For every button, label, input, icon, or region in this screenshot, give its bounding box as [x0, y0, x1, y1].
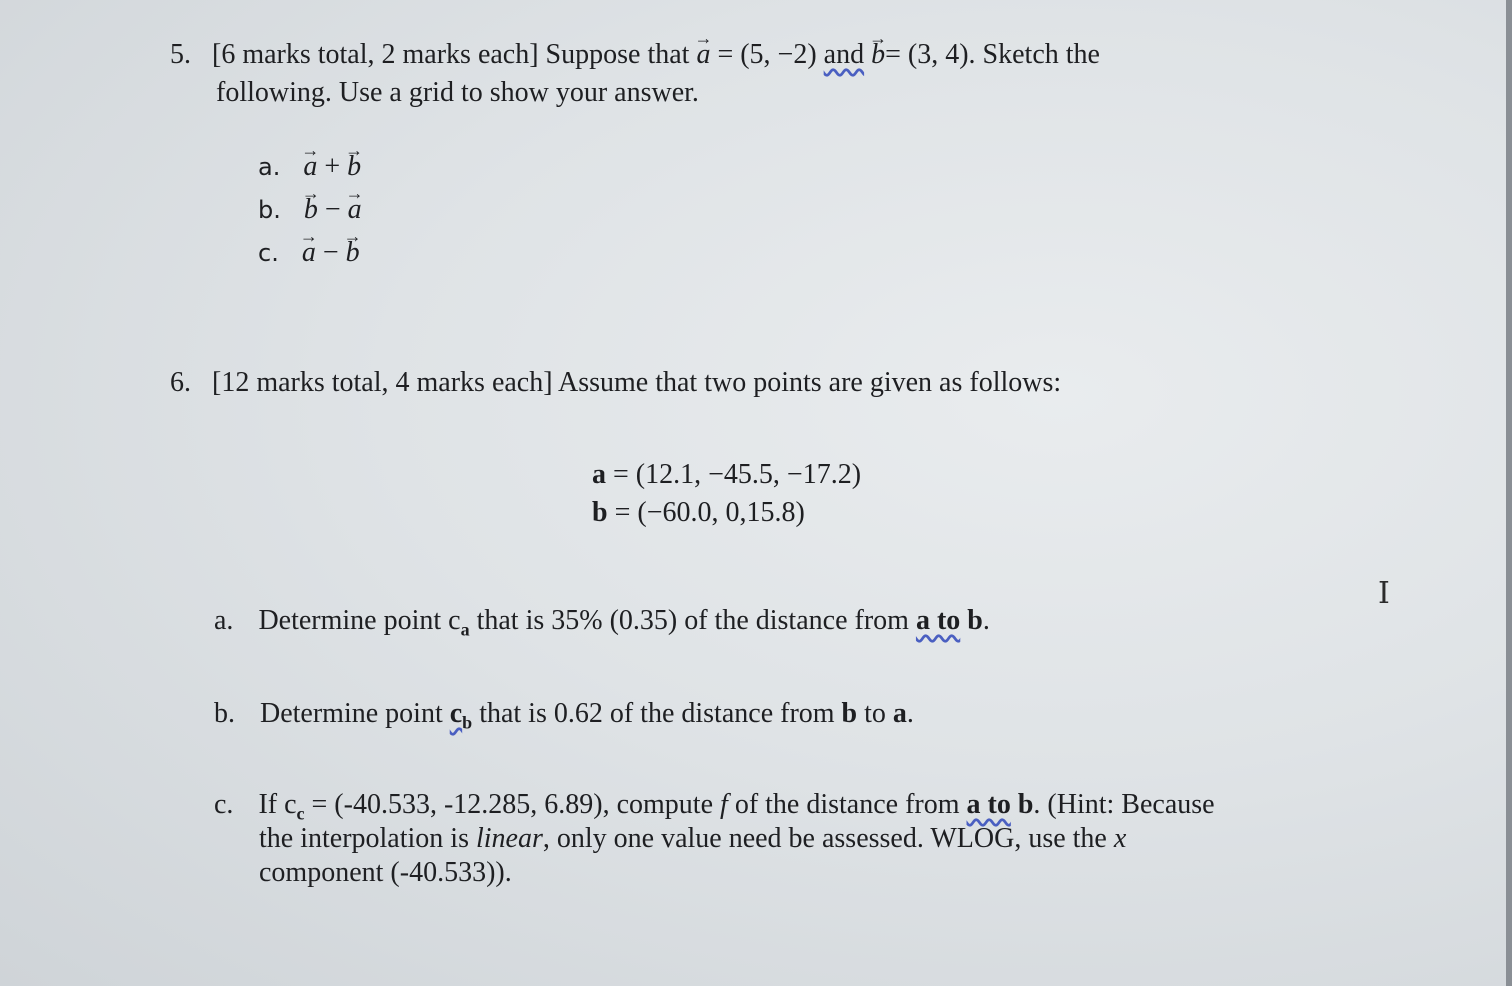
- q6-part-b-squig: c: [449, 698, 463, 729]
- q5-vector-b-value: = (3, 4). Sketch the: [885, 39, 1100, 70]
- q6-part-b-to: to: [857, 698, 893, 729]
- q5-and-word: and: [823, 39, 865, 70]
- q6-part-c-post: of the distance from: [727, 789, 967, 820]
- q6-part-b-b: b: [841, 698, 858, 729]
- q6-part-c-squig: a to: [966, 789, 1011, 820]
- q6-part-c-linear: linear: [475, 823, 543, 854]
- q5-part-c-v2: → b: [346, 236, 360, 270]
- q5-part-c: [258, 236, 360, 270]
- q6-part-a-b: b: [960, 605, 983, 636]
- q5-part-a-op: +: [324, 151, 341, 182]
- q6-point-b-name: b: [592, 497, 608, 528]
- text-cursor-icon: I: [1378, 576, 1390, 611]
- q5-part-a-v1: → a: [303, 150, 317, 184]
- q6-part-a-pre: Determine point c: [258, 605, 461, 636]
- q5-line1: [170, 38, 1100, 72]
- q6-part-a-mid: that is 35% (0.35) of the distance from: [469, 605, 916, 636]
- q6-part-c-sub: c: [296, 803, 305, 824]
- q6-part-a-end: .: [982, 605, 990, 636]
- q6-point-a-name: a: [592, 459, 606, 490]
- q6-part-b-end: .: [906, 698, 914, 729]
- q6-part-c-line2: [259, 822, 1126, 856]
- screen-edge: [1506, 0, 1512, 986]
- q5-line2: following. Use a grid to show your answer.: [216, 77, 699, 108]
- q6-number: 6.: [170, 367, 191, 398]
- q5-vector-a: → a: [696, 38, 710, 72]
- q6-part-c-b: b: [1010, 789, 1034, 820]
- q6-part-b-a: a: [892, 698, 907, 729]
- q6-part-b-pre: Determine point: [260, 698, 450, 729]
- q6-point-a-value: = (12.1, −45.5, −17.2): [606, 459, 862, 490]
- q6-part-b-sub: b: [462, 712, 473, 733]
- q6-part-b-label: b.: [214, 698, 235, 729]
- q6-part-c-end: . (Hint: Because: [1033, 789, 1215, 820]
- q6-part-b-mid: that is 0.62 of the distance from: [472, 698, 842, 729]
- q5-part-c-label: c.: [258, 239, 279, 267]
- q5-number: 5.: [170, 39, 191, 70]
- q6-point-b: [592, 496, 805, 530]
- q5-intro-text: [6 marks total, 2 marks each] Suppose that: [212, 39, 697, 70]
- q6-part-a: [214, 604, 990, 647]
- q5-part-c-v1: → a: [302, 236, 316, 270]
- q6-point-a: [592, 458, 861, 492]
- q5-part-b-label: b.: [258, 196, 281, 224]
- q6-header-line: [170, 366, 1061, 400]
- q5-vector-b: → b: [871, 38, 885, 72]
- q6-part-c-label: c.: [214, 789, 234, 820]
- q6-part-a-squig: a to: [915, 605, 961, 636]
- q5-part-b-v1: → b: [304, 193, 318, 227]
- q6-part-a-label: a.: [214, 605, 234, 636]
- q6-part-a-sub: a: [460, 619, 470, 640]
- q6-part-c-mid: = (-40.533, -12.285, 6.89), compute: [304, 789, 721, 820]
- q6-header: [12 marks total, 4 marks each] Assume that two points are given as follows:: [212, 367, 1062, 398]
- q6-part-c-line2-post: , only one value need be assessed. WLOG, use the: [542, 823, 1114, 854]
- q6-part-c-line2-pre: the interpolation is: [259, 823, 476, 854]
- q5-part-c-op: −: [322, 237, 339, 268]
- q6-part-b: [214, 697, 914, 740]
- q6-part-c-x: x: [1113, 823, 1127, 854]
- q5-vector-a-value: = (5, −2): [710, 39, 824, 70]
- q6-part-c-line3: component (-40.533)).: [259, 857, 512, 888]
- q6-part-c-pre: If c: [258, 789, 297, 820]
- q6-part-c-f: f: [720, 789, 728, 820]
- q6-point-b-value: = (−60.0, 0,15.8): [607, 497, 805, 528]
- q5-part-a-label: a.: [258, 153, 281, 181]
- q5-part-b-v2: → a: [348, 193, 362, 227]
- q5-part-a-v2: → b: [347, 150, 361, 184]
- q5-part-b-op: −: [324, 194, 341, 225]
